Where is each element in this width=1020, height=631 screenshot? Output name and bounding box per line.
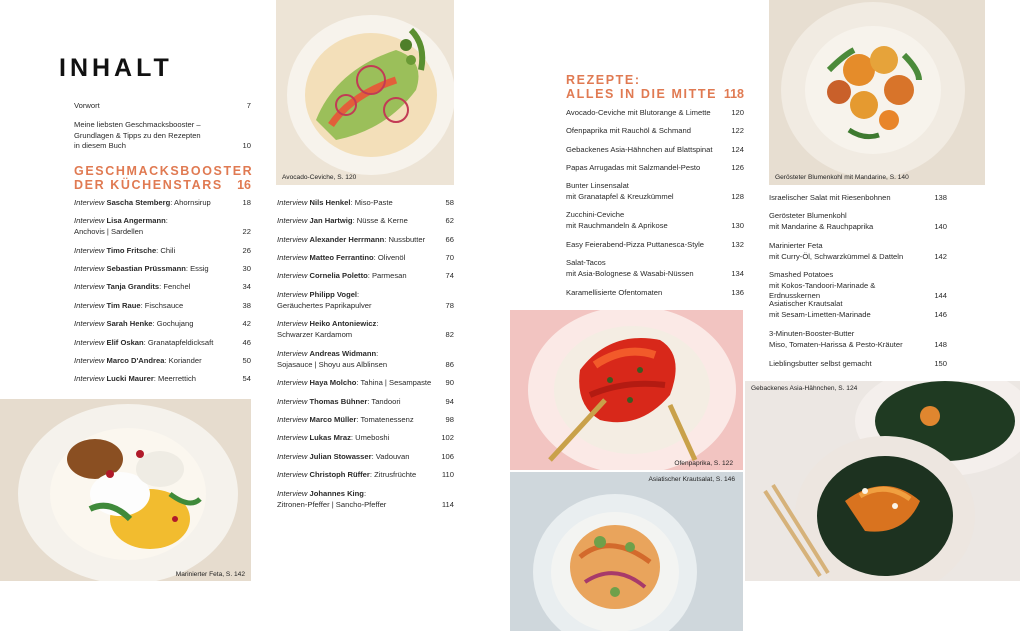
toc-entry-page: 50: [242, 356, 251, 365]
toc-entry-page: 128: [731, 191, 744, 201]
toc-entry-page: 70: [445, 253, 454, 262]
interview-prefix: Interview: [74, 198, 105, 207]
interviewee-name: Cornelia Poletto: [309, 271, 368, 280]
toc-interview-entry[interactable]: [277, 290, 454, 311]
toc-entry-page: 58: [445, 198, 454, 207]
toc-entry-page: 74: [445, 271, 454, 280]
interview-topic: : Fischsauce: [140, 301, 184, 310]
toc-interview-entry[interactable]: [74, 246, 251, 257]
toc-entry-label: Gerösteter Blumenkohl mit Mandarine & Rauchpaprika: [769, 211, 874, 231]
interview-topic: :: [357, 290, 360, 299]
toc-entry[interactable]: [769, 329, 947, 350]
caption-kraut: Asiatischer Krautsalat, S. 146: [648, 476, 735, 483]
toc-entry-label: [277, 415, 454, 426]
toc-entry-page: 132: [731, 240, 744, 249]
interviewee-name: Tim Raue: [106, 301, 141, 310]
toc-entry-page: 34: [242, 282, 251, 291]
toc-entry-page: 130: [731, 220, 744, 230]
interview-topic: : Umeboshi: [350, 433, 390, 442]
interview-prefix: Interview: [277, 378, 308, 387]
interviewee-name: Lisa Angermann: [106, 216, 166, 225]
toc-entry-label: Meine liebsten Geschmacksbooster – Grundlagen & Tipps zu den Rezepten in diesem Buch: [74, 120, 201, 150]
toc-entry-label: 3-Minuten-Booster-Butter Miso, Tomaten-Harissa & Pesto-Kräuter: [769, 329, 903, 349]
interview-topic: : Ahornsirup: [170, 198, 211, 207]
caption-blumenkohl: Gerösteter Blumenkohl mit Mandarine, S. 140: [775, 174, 909, 181]
interviewee-name: Tanja Grandits: [106, 282, 160, 291]
toc-entry-page: 30: [242, 264, 251, 273]
interview-topic: : Zitrusfrüchte: [369, 470, 417, 479]
toc-entry-page: 86: [445, 359, 454, 369]
toc-entry-label: [277, 253, 454, 264]
toc-interview-entry[interactable]: [74, 264, 251, 275]
toc-entry[interactable]: [769, 299, 947, 320]
interview-prefix: Interview: [74, 282, 105, 291]
toc-entry[interactable]: [566, 108, 744, 119]
section-page: 118: [723, 87, 744, 101]
interviewee-name: Sebastian Prüssmann: [106, 264, 186, 273]
toc-interview-entry[interactable]: [277, 198, 454, 209]
toc-interview-entry[interactable]: [74, 282, 251, 293]
toc-entry-page: 114: [441, 499, 454, 509]
interview-prefix: Interview: [277, 271, 308, 280]
toc-entry-label: Ofenpaprika mit Rauchöl & Schmand: [566, 126, 691, 135]
interview-topic: : Miso-Paste: [350, 198, 393, 207]
interviewee-name: Christoph Rüffer: [309, 470, 370, 479]
krautsalat-image: [510, 472, 743, 631]
interviewee-name: Philipp Vogel: [309, 290, 358, 299]
toc-entry-label: [74, 356, 251, 367]
toc-entry[interactable]: [566, 210, 744, 231]
toc-entry-label: Bunter Linsensalat mit Granatapfel & Kreuzkümmel: [566, 181, 674, 201]
interview-topic: : Meerrettich: [153, 374, 196, 383]
toc-interview-entry[interactable]: [277, 489, 454, 510]
toc-interview-entry[interactable]: [277, 216, 454, 227]
interviewee-name: Julian Stowasser: [309, 452, 372, 461]
interviewee-name: Sarah Henke: [106, 319, 153, 328]
toc-interview-entry[interactable]: [74, 301, 251, 312]
toc-entry[interactable]: [769, 211, 947, 232]
caption-paprika: Ofenpaprika, S. 122: [674, 460, 733, 467]
toc-entry-label: Papas Arrugadas mit Salzmandel-Pesto: [566, 163, 701, 172]
toc-entry-page: 10: [242, 141, 251, 150]
section-title: REZEPTE: ALLES IN DIE MITTE: [566, 73, 718, 101]
toc-interview-entry[interactable]: [277, 452, 454, 463]
photo-blumenkohl: [769, 0, 985, 185]
toc-entry-label: Smashed Potatoes mit Kokos-Tandoori-Marinade & Erdnusskernen: [769, 270, 876, 300]
toc-entry-page: 142: [934, 251, 947, 261]
interview-topic: : Tandoori: [367, 397, 401, 406]
toc-entry-label: Zucchini-Ceviche mit Rauchmandeln & Aprikose: [566, 210, 668, 230]
interview-topic: :: [376, 319, 379, 328]
toc-entry-label: [74, 264, 251, 275]
toc-entry-label: Salat-Tacos mit Asia-Bolognese & Wasabi-Nüssen: [566, 258, 694, 278]
toc-interview-entry[interactable]: [277, 271, 454, 282]
toc-entry-page: 54: [242, 374, 251, 383]
toc-entry-label: [277, 489, 454, 510]
toc-entry-page: 46: [242, 338, 251, 347]
page-title: INHALT: [59, 54, 173, 82]
interviewee-name: Marco D'Andrea: [106, 356, 165, 365]
interview-prefix: Interview: [74, 319, 105, 328]
photo-avocado-ceviche: [276, 0, 454, 185]
toc-interview-entry[interactable]: [74, 356, 251, 367]
toc-entry-label: Easy Feierabend-Pizza Puttanesca-Style: [566, 240, 705, 249]
interviewee-name: Marco Müller: [309, 415, 357, 424]
section-geschmacksbooster[interactable]: [74, 164, 254, 192]
interview-prefix: Interview: [277, 489, 308, 498]
toc-entry[interactable]: [566, 126, 744, 137]
toc-entry-page: 82: [445, 329, 454, 339]
toc-entry[interactable]: [566, 163, 744, 174]
toc-entry-label: [277, 319, 454, 340]
toc-entry-label: Gebackenes Asia-Hähnchen auf Blattspinat: [566, 145, 713, 154]
interviewee-name: Elif Oskan: [106, 338, 144, 347]
toc-interview-entry[interactable]: [74, 198, 251, 209]
toc-entry[interactable]: [566, 145, 744, 156]
interview-prefix: Interview: [74, 246, 105, 255]
interview-topic: :: [363, 489, 367, 498]
toc-interview-entry[interactable]: [74, 319, 251, 330]
toc-interview-entry[interactable]: [74, 374, 251, 385]
interviewee-name: Thomas Bühner: [309, 397, 368, 406]
toc-entry-page: 136: [731, 288, 744, 297]
interview-topic-line2: Zitronen-Pfeffer | Sancho-Pfeffer: [277, 499, 387, 509]
toc-entry-page: 138: [934, 193, 947, 202]
blumenkohl-image: [769, 0, 985, 185]
toc-interview-entry[interactable]: [277, 433, 454, 444]
interview-prefix: Interview: [74, 338, 105, 347]
interview-topic-line2: Schwarzer Kardamom: [277, 329, 353, 339]
toc-entry-page: 106: [441, 452, 454, 461]
toc-entry-label: [74, 301, 251, 312]
toc-entry[interactable]: [74, 120, 251, 152]
toc-entry-label: [277, 290, 454, 311]
toc-entry-label: [74, 282, 251, 293]
toc-entry[interactable]: [769, 193, 947, 204]
toc-interview-entry[interactable]: [277, 470, 454, 481]
interview-prefix: Interview: [277, 470, 308, 479]
section-title: GESCHMACKSBOOSTER DER KÜCHENSTARS: [74, 164, 254, 192]
toc-entry-label: Asiatischer Krautsalat mit Sesam-Limetten-Marinade: [769, 299, 871, 319]
interviewee-name: Lucki Maurer: [106, 374, 154, 383]
toc-entry-label: [277, 470, 454, 481]
interview-prefix: Interview: [277, 198, 308, 207]
interviewee-name: Johannes King: [309, 489, 364, 498]
toc-entry-label: [277, 235, 454, 246]
interviewee-name: Andreas Widmann: [309, 349, 377, 358]
toc-interview-entry[interactable]: [277, 415, 454, 426]
toc-entry[interactable]: [566, 240, 744, 251]
interviewee-name: Jan Hartwig: [309, 216, 353, 225]
toc-interview-entry[interactable]: [277, 319, 454, 340]
interview-topic: : Olivenöl: [373, 253, 406, 262]
toc-entry-page: 146: [934, 309, 947, 319]
toc-entry-page: 110: [441, 470, 454, 479]
toc-entry-page: 42: [242, 319, 251, 328]
interview-prefix: Interview: [277, 452, 308, 461]
toc-entry-label: [277, 216, 454, 227]
toc-entry-label: [277, 378, 454, 389]
toc-entry-label: [74, 198, 251, 209]
interviewee-name: Matteo Ferrantino: [309, 253, 374, 262]
interview-topic: :: [376, 349, 379, 358]
section-rezepte[interactable]: [566, 73, 744, 101]
toc-entry-label: Avocado-Ceviche mit Blutorange & Limette: [566, 108, 711, 117]
interview-topic: : Tahina | Sesampaste: [356, 378, 432, 387]
interview-topic-line2: Geräuchertes Paprikapulver: [277, 300, 372, 310]
toc-entry-page: 26: [242, 246, 251, 255]
interviewee-name: Haya Molcho: [309, 378, 357, 387]
toc-entry[interactable]: [769, 241, 947, 262]
toc-entry-label: [277, 349, 454, 370]
toc-entry[interactable]: [566, 288, 744, 299]
avocado-ceviche-image: [276, 0, 454, 185]
toc-entry[interactable]: [769, 270, 947, 302]
interview-prefix: Interview: [74, 264, 105, 273]
toc-entry-label: Vorwort: [74, 101, 100, 110]
toc-entry-label: [277, 397, 454, 408]
interviewee-name: Alexander Herrmann: [309, 235, 385, 244]
toc-entry-label: [277, 271, 454, 282]
toc-entry-page: 22: [242, 226, 251, 236]
toc-interview-entry[interactable]: [277, 235, 454, 246]
caption-avocado: Avocado-Ceviche, S. 120: [282, 174, 357, 181]
interviewee-name: Sascha Stemberg: [106, 198, 171, 207]
interviewee-name: Timo Fritsche: [106, 246, 157, 255]
interview-topic: : Nüsse & Kerne: [352, 216, 408, 225]
toc-entry-label: Lieblingsbutter selbst gemacht: [769, 359, 872, 368]
interview-topic: : Nussbutter: [384, 235, 426, 244]
toc-interview-entry[interactable]: [277, 397, 454, 408]
interview-prefix: Interview: [277, 235, 308, 244]
interview-topic: : Fenchel: [159, 282, 191, 291]
interview-prefix: Interview: [277, 397, 308, 406]
toc-entry-page: 98: [445, 415, 454, 424]
section-page: 16: [237, 178, 251, 192]
interview-prefix: Interview: [277, 253, 308, 262]
toc-interview-entry[interactable]: [277, 378, 454, 389]
toc-entry[interactable]: [566, 258, 744, 279]
ofenpaprika-image: [510, 310, 743, 470]
photo-marinierter-feta: [0, 399, 251, 581]
interview-prefix: Interview: [74, 216, 105, 225]
toc-entry[interactable]: [566, 181, 744, 202]
toc-entry-page: 102: [441, 433, 454, 442]
asia-haehnchen-image: [745, 381, 1020, 581]
interview-topic-line2: Anchovis | Sardellen: [74, 226, 144, 236]
interview-prefix: Interview: [74, 301, 105, 310]
toc-entry-page: 18: [242, 198, 251, 207]
interview-topic: : Essig: [185, 264, 209, 273]
interview-prefix: Interview: [277, 216, 308, 225]
toc-entry-page: 150: [934, 359, 947, 368]
interview-prefix: Interview: [277, 433, 308, 442]
toc-entry-page: 62: [445, 216, 454, 225]
toc-entry-label: Marinierter Feta mit Curry-Öl, Schwarzkümmel & Datteln: [769, 241, 904, 261]
toc-entry-label: Karamellisierte Ofentomaten: [566, 288, 663, 297]
interview-topic: : Gochujang: [152, 319, 194, 328]
toc-entry-page: 126: [731, 163, 744, 172]
interview-topic: : Vadouvan: [371, 452, 410, 461]
toc-entry-label: [74, 338, 251, 349]
toc-entry-page: 120: [731, 108, 744, 117]
toc-entry-label: Israelischer Salat mit Riesenbohnen: [769, 193, 891, 202]
photo-ofenpaprika: [510, 310, 743, 470]
toc-entry-page: 144: [934, 291, 947, 300]
toc-entry-page: 90: [445, 378, 454, 387]
toc-entry-label: [74, 374, 251, 385]
toc-entry-label: [74, 216, 251, 237]
caption-haehnchen: Gebackenes Asia-Hähnchen, S. 124: [751, 385, 858, 392]
toc-interview-entry[interactable]: [277, 253, 454, 264]
toc-interview-entry[interactable]: [277, 349, 454, 370]
toc-entry-page: 38: [242, 301, 251, 310]
toc-entry-page: 148: [934, 339, 947, 349]
interview-topic: : Parmesan: [367, 271, 407, 280]
interview-topic: : Granatapfeldicksaft: [143, 338, 214, 347]
toc-entry-label: [277, 198, 454, 209]
toc-entry-label: [74, 319, 251, 330]
toc-entry-page: 122: [731, 126, 744, 135]
interview-topic-line2: Sojasauce | Shoyu aus Alblinsen: [277, 359, 388, 369]
toc-entry-label: [277, 433, 454, 444]
toc-entry-label: [74, 246, 251, 257]
toc-entry[interactable]: [769, 359, 947, 370]
toc-entry-label: [277, 452, 454, 463]
toc-entry-page: 140: [934, 221, 947, 231]
caption-feta: Marinierter Feta, S. 142: [175, 571, 245, 578]
toc-interview-entry[interactable]: [74, 338, 251, 349]
interview-prefix: Interview: [277, 319, 308, 328]
toc-entry-page: 78: [445, 300, 454, 310]
toc-entry-page: 94: [445, 397, 454, 406]
interview-prefix: Interview: [74, 356, 105, 365]
toc-entry-page: 134: [731, 268, 744, 278]
toc-entry[interactable]: [74, 101, 251, 112]
interview-topic: : Tomatenessenz: [356, 415, 414, 424]
toc-interview-entry[interactable]: [74, 216, 251, 237]
interview-topic: : Chili: [156, 246, 176, 255]
interview-prefix: Interview: [74, 374, 105, 383]
photo-asia-haehnchen: [745, 381, 1020, 581]
toc-entry-page: 66: [445, 235, 454, 244]
interview-prefix: Interview: [277, 349, 308, 358]
marinierter-feta-image: [0, 399, 251, 581]
interviewee-name: Nils Henkel: [309, 198, 351, 207]
interviewee-name: Lukas Mraz: [309, 433, 351, 442]
interview-prefix: Interview: [277, 415, 308, 424]
interview-topic: : Koriander: [164, 356, 202, 365]
toc-entry-page: 124: [731, 145, 744, 154]
interviewee-name: Heiko Antoniewicz: [309, 319, 377, 328]
toc-entry-page: 7: [246, 101, 251, 110]
photo-krautsalat: [510, 472, 743, 631]
interview-prefix: Interview: [277, 290, 308, 299]
interview-topic: :: [165, 216, 168, 225]
